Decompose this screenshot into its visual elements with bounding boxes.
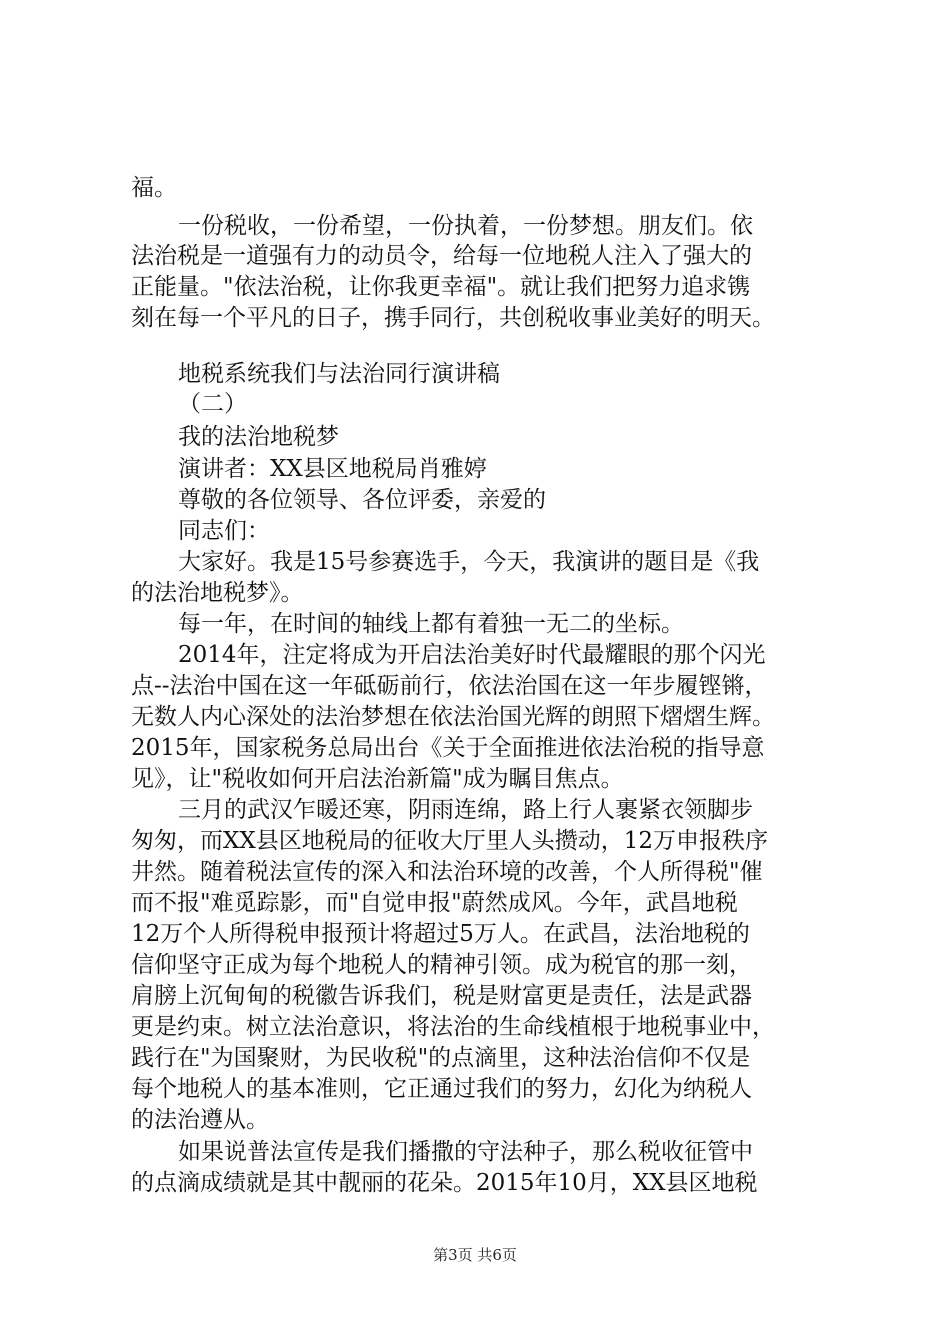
- salutation-line: 尊敬的各位领导、各位评委，亲爱的: [178, 487, 546, 513]
- text-line: 的法治遵从。: [131, 1107, 269, 1133]
- text-line: 匆匆，而XX县区地税局的征收大厅里人头攒动，12万申报秩序: [131, 828, 769, 854]
- text-line: 见》，让"税收如何开启法治新篇"成为瞩目焦点。: [131, 766, 624, 792]
- page-number-footer: 第3页 共6页: [433, 1246, 517, 1264]
- speech-title: 我的法治地税梦: [178, 424, 339, 450]
- text-line: 井然。随着税法宣传的深入和法治环境的改善，个人所得税"催: [131, 859, 763, 885]
- text-line: 12万个人所得税申报预计将超过5万人。在武昌，法治地税的: [131, 921, 750, 947]
- text-line: 正能量。"依法治税，让你我更幸福"。就让我们把努力追求镌: [131, 274, 751, 300]
- text-line: 2014年，注定将成为开启法治美好时代最耀眼的那个闪光: [178, 642, 766, 668]
- text-line: 如果说普法宣传是我们播撒的守法种子，那么税收征管中: [178, 1139, 753, 1165]
- text-line: 每一年，在时间的轴线上都有着独一无二的坐标。: [178, 611, 684, 637]
- text-line: 的法治地税梦》。: [131, 580, 304, 606]
- text-line: 点--法治中国在这一年砥砺前行，依法治国在这一年步履铿锵，: [131, 673, 768, 699]
- salutation-line: 同志们：: [178, 518, 270, 544]
- text-line: 大家好。我是15号参赛选手，今天，我演讲的题目是《我: [178, 549, 760, 575]
- text-line: 肩膀上沉甸甸的税徽告诉我们，税是财富更是责任，法是武器: [131, 983, 752, 1009]
- text-line: 每个地税人的基本准则，它正通过我们的努力，幻化为纳税人: [131, 1076, 752, 1102]
- section-subtitle: （二）: [178, 391, 247, 417]
- text-line: 而不报"难觅踪影，而"自觉申报"蔚然成风。今年，武昌地税: [131, 890, 738, 916]
- text-line: 信仰坚守正成为每个地税人的精神引领。成为税官的那一刻，: [131, 952, 752, 978]
- section-title: 地税系统我们与法治同行演讲稿: [178, 361, 500, 387]
- text-line: 无数人内心深处的法治梦想在依法治国光辉的朗照下熠熠生辉。: [131, 704, 775, 730]
- text-line: 福。: [131, 175, 177, 201]
- text-line: 法治税是一道强有力的动员令，给每一位地税人注入了强大的: [131, 243, 752, 269]
- text-line: 三月的武汉乍暖还寒，阴雨连绵，路上行人裹紧衣领脚步: [178, 797, 753, 823]
- text-line: 践行在"为国聚财，为民收税"的点滴里，这种法治信仰不仅是: [131, 1045, 751, 1071]
- text-line: 更是约束。树立法治意识，将法治的生命线植根于地税事业中，: [131, 1014, 775, 1040]
- speaker-line: 演讲者：XX县区地税局肖雅婷: [178, 456, 487, 482]
- text-line: 2015年，国家税务总局出台《关于全面推进依法治税的指导意: [131, 735, 765, 761]
- text-line: 刻在每一个平凡的日子，携手同行，共创税收事业美好的明天。: [131, 305, 775, 331]
- text-line: 一份税收，一份希望，一份执着，一份梦想。朋友们。依: [178, 213, 753, 239]
- text-line: 的点滴成绩就是其中靓丽的花朵。2015年10月，XX县区地税: [131, 1170, 758, 1196]
